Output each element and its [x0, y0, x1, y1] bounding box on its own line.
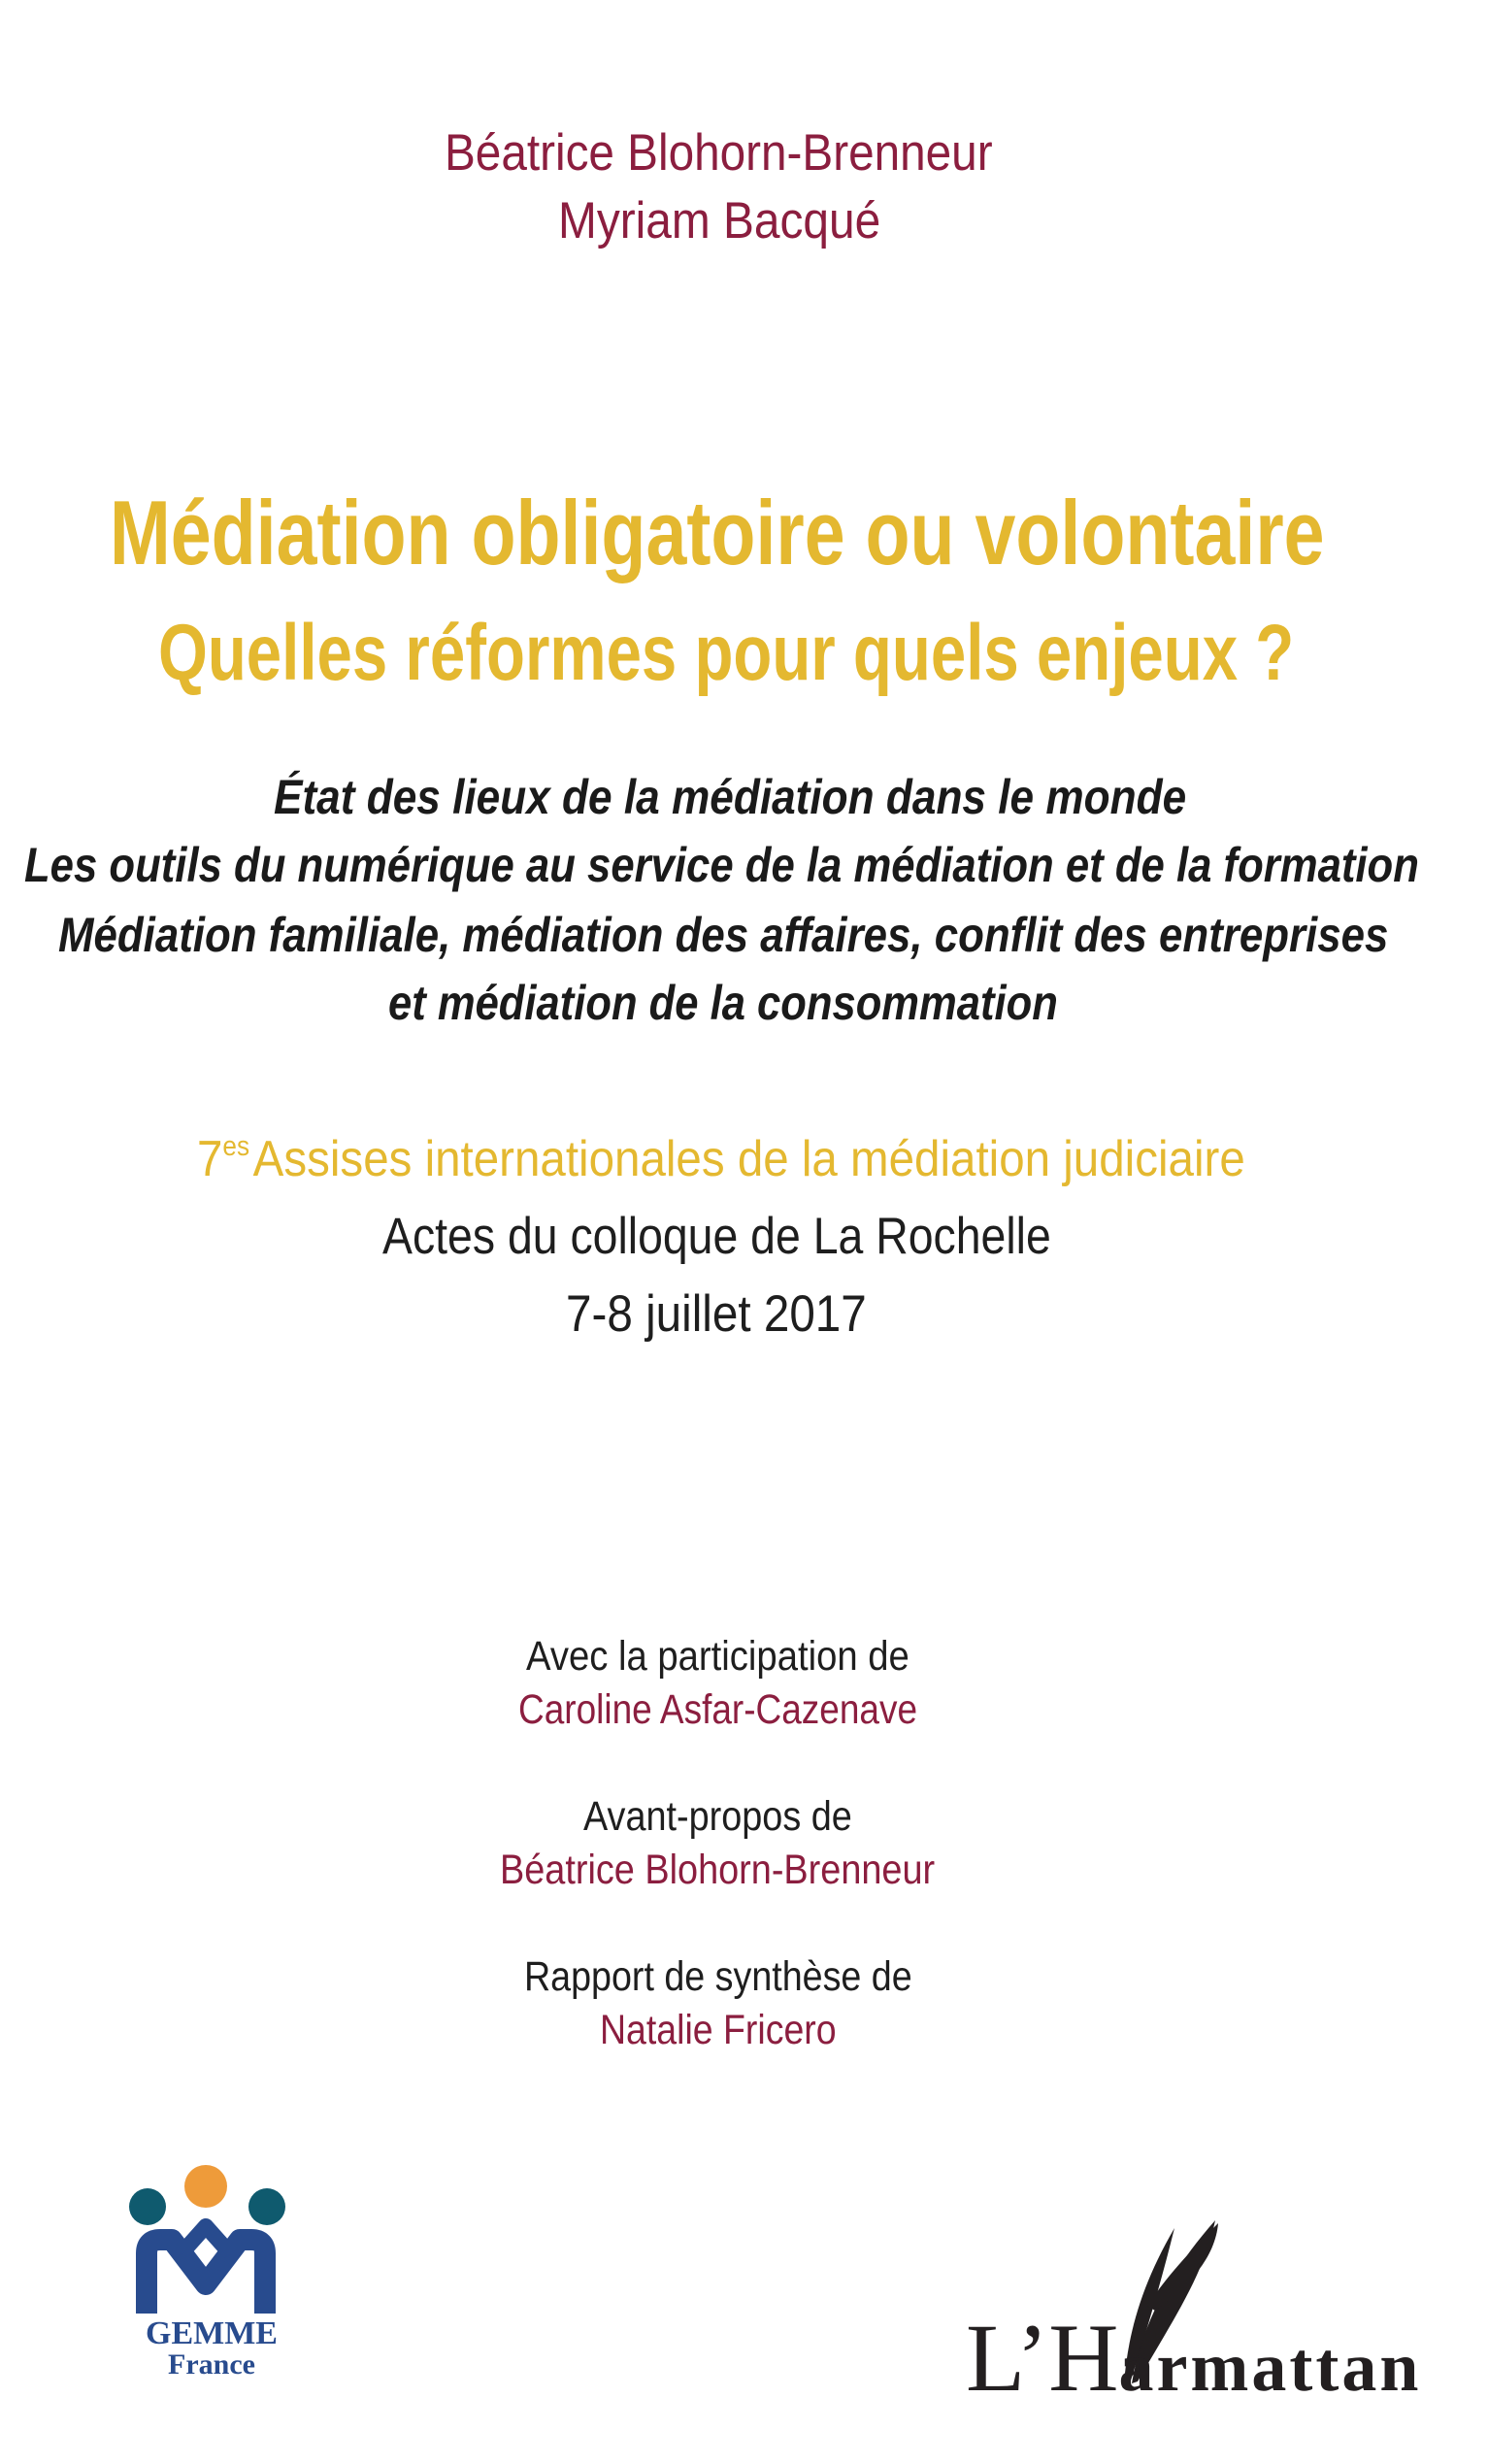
contributor-name-1: Caroline Asfar-Cazenave	[518, 1686, 918, 1733]
contributor-name-3: Natalie Fricero	[600, 2007, 837, 2053]
topic-line-1: État des lieux de la médiation dans le monde	[274, 770, 1187, 824]
contributor-name-2: Béatrice Blohorn-Brenneur	[500, 1847, 936, 1893]
author-2: Myriam Bacqué	[558, 192, 881, 250]
gemme-france-logo	[121, 2160, 296, 2388]
publisher-rest: armattan	[1118, 2328, 1422, 2406]
event-ordinal: 7	[197, 1131, 223, 1187]
topic-line-3: Médiation familiale, médiation des affaires, conflit des entreprises	[58, 908, 1389, 962]
event-dates: 7-8 juillet 2017	[566, 1285, 867, 1343]
gemme-emblem-icon	[121, 2160, 296, 2320]
topic-line-4: et médiation de la consommation	[388, 976, 1058, 1030]
topic-line-2: Les outils du numérique au service de la médiation et de la formation	[24, 838, 1419, 892]
author-1: Béatrice Blohorn-Brenneur	[445, 124, 993, 182]
lharmattan-logo	[961, 2218, 1437, 2412]
publisher-initial: H	[1048, 2304, 1119, 2412]
gemme-name: GEMME	[146, 2315, 278, 2351]
contributor-role-2: Avant-propos de	[583, 1793, 852, 1840]
proceedings-title: Actes du colloque de La Rochelle	[382, 1208, 1051, 1265]
contributor-role-1: Avec la participation de	[526, 1633, 909, 1680]
publisher-prefix: L’	[966, 2304, 1049, 2412]
book-title: Médiation obligatoire ou volontaire	[110, 482, 1325, 583]
contributor-role-3: Rapport de synthèse de	[524, 1953, 912, 2000]
book-subtitle: Quelles réformes pour quels enjeux ?	[158, 609, 1295, 697]
event-title: Assises internationales de la médiation judiciaire	[252, 1131, 1245, 1187]
gemme-country: France	[168, 2348, 255, 2381]
publisher-name	[966, 2304, 1422, 2412]
event-ordinal-suffix: es	[222, 1130, 250, 1162]
event-name	[197, 1130, 1245, 1187]
